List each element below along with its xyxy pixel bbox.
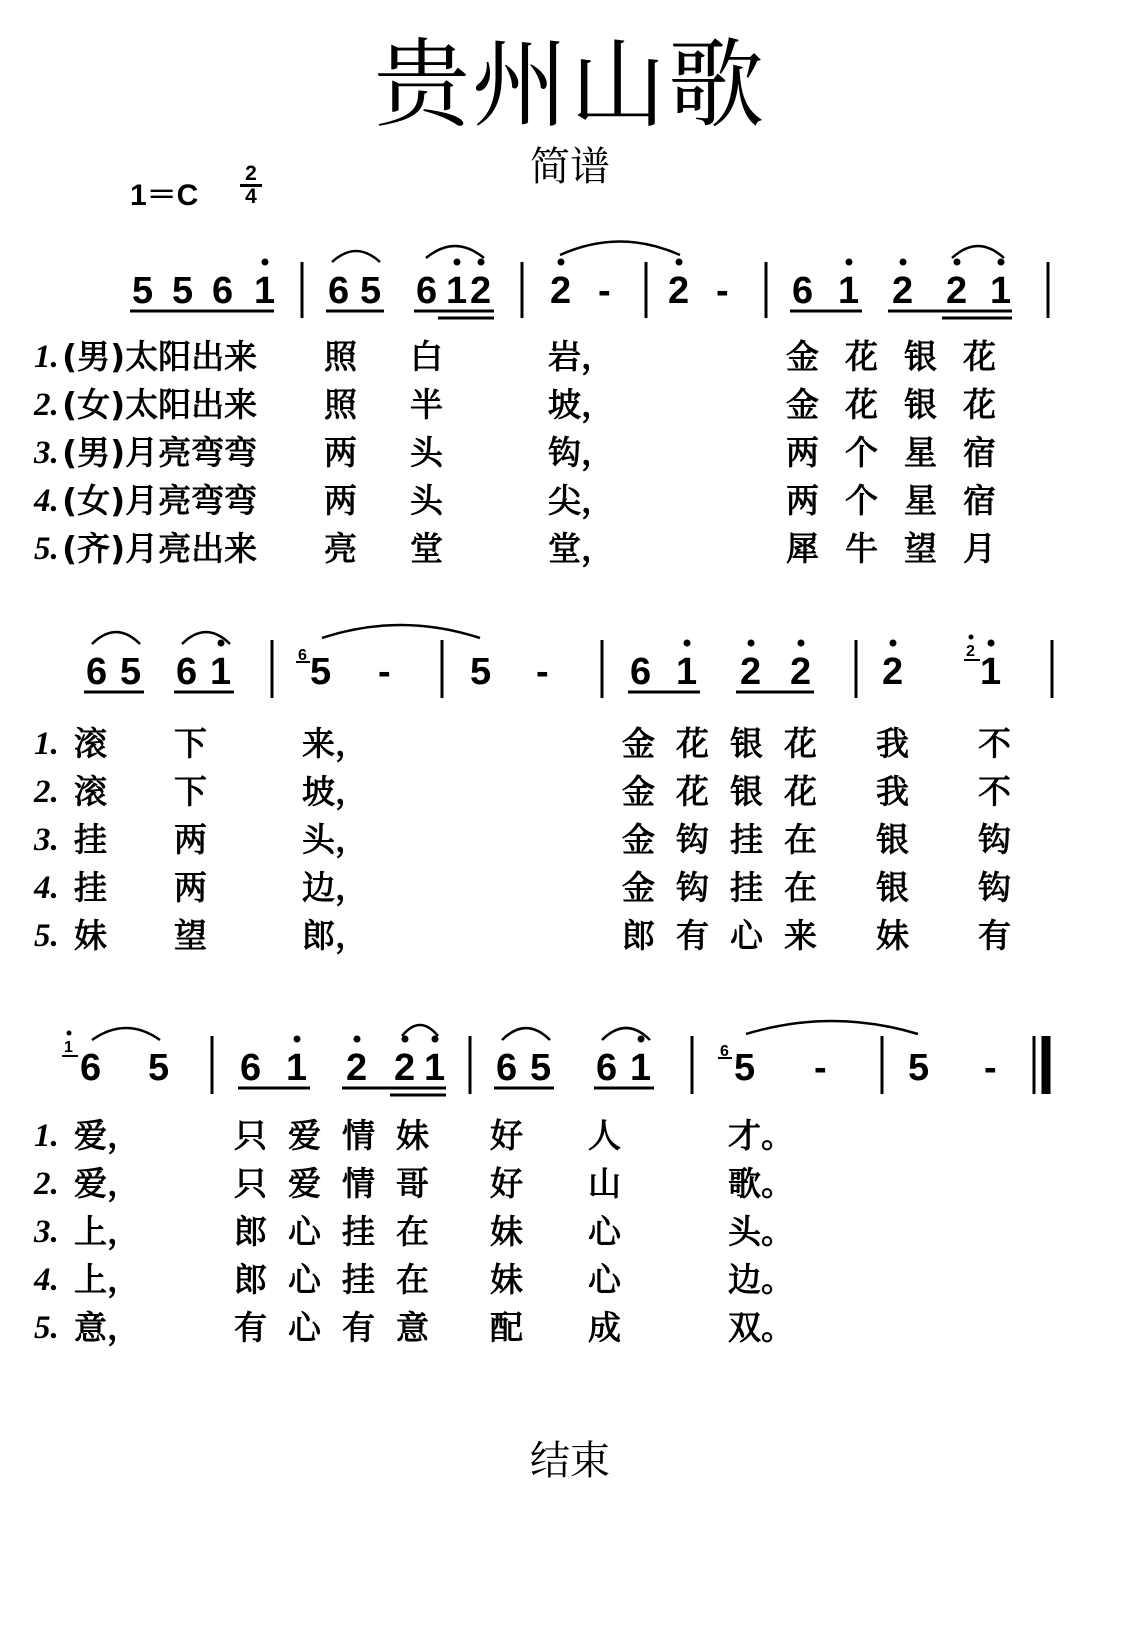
verse-number: 4. xyxy=(34,483,59,519)
lyric-text: 在 xyxy=(784,820,817,859)
lyric-text: 来 xyxy=(784,916,817,955)
note: 6 xyxy=(240,1047,262,1089)
lyric-text: 两个星宿 xyxy=(786,433,1022,472)
lyric-text: 挂 xyxy=(730,820,763,859)
lyric-text: 在 xyxy=(396,1260,429,1299)
lyric-text: 两 xyxy=(324,481,357,520)
note: 2 xyxy=(882,651,904,693)
time-signature-numerator: 2 xyxy=(245,162,257,185)
note: 2 xyxy=(946,270,968,312)
note: 5 xyxy=(132,270,154,312)
lyric-text: 心 xyxy=(288,1212,321,1251)
lyric-text: 两 xyxy=(174,868,207,907)
lyric-text: 花 xyxy=(784,724,817,763)
high-octave-dot xyxy=(218,640,225,647)
slur xyxy=(426,246,484,258)
staff-3 xyxy=(62,1021,1046,1095)
lyric-text: 银 xyxy=(876,868,909,907)
note: 6 xyxy=(416,270,438,312)
tie xyxy=(560,242,680,256)
note: 2 xyxy=(740,651,762,693)
lyric-text: 两个星宿 xyxy=(786,481,1022,520)
high-octave-dot xyxy=(67,1031,72,1036)
lyric-text: 只 xyxy=(234,1116,267,1155)
lyric-text: 意， xyxy=(74,1308,140,1347)
verse-number: 1. xyxy=(34,1118,59,1154)
lyric-text: 心 xyxy=(730,916,763,955)
note: 5 xyxy=(148,1047,170,1089)
verse-number: 3. xyxy=(34,435,59,471)
lyric-text: 边， xyxy=(302,868,368,907)
lyric-text: 双。 xyxy=(728,1308,794,1347)
lyric-text: 边。 xyxy=(728,1260,794,1299)
lyric-text: 钩 xyxy=(676,868,709,907)
grace-note: 6 xyxy=(720,1043,729,1060)
lyric-text: 花 xyxy=(784,772,817,811)
tie xyxy=(746,1021,918,1034)
lyric-text: 两 xyxy=(324,433,357,472)
lyric-text: 来， xyxy=(302,724,368,763)
slur xyxy=(92,632,140,644)
staff-1 xyxy=(130,242,1048,319)
note: 5 xyxy=(360,270,382,312)
lyric-text: 意 xyxy=(396,1308,429,1347)
note: 6 xyxy=(792,270,814,312)
lyric-text: 钩 xyxy=(676,820,709,859)
high-octave-dot xyxy=(998,259,1005,266)
lyric-text: 心 xyxy=(288,1260,321,1299)
note: 1 xyxy=(980,651,1002,693)
lyric-text: 金 xyxy=(622,820,655,859)
high-octave-dot xyxy=(798,640,805,647)
lyric-text: 有 xyxy=(234,1308,267,1347)
note: 6 xyxy=(496,1047,518,1089)
lyric-text: 山 xyxy=(588,1164,621,1203)
lyric-text: (女)太阳出来 xyxy=(62,385,258,424)
lyric-text: 头， xyxy=(302,820,368,859)
lyric-text: 岩， xyxy=(548,337,614,376)
note: 2 xyxy=(550,270,572,312)
lyric-text: 我 xyxy=(876,724,909,763)
high-octave-dot xyxy=(954,259,961,266)
high-octave-dot xyxy=(478,259,485,266)
lyric-text: 我 xyxy=(876,772,909,811)
lyric-text: 妹 xyxy=(490,1212,523,1251)
note: 1 xyxy=(676,651,698,693)
lyric-text: 郎 xyxy=(234,1212,267,1251)
lyric-text: 爱 xyxy=(288,1116,321,1155)
verse-number: 2. xyxy=(34,1166,59,1202)
lyric-text: 妹 xyxy=(396,1116,429,1155)
lyric-text: 亮 xyxy=(324,529,357,568)
lyric-text: 人 xyxy=(588,1116,621,1155)
grace-note: 2 xyxy=(966,643,975,660)
note: 2 xyxy=(346,1047,368,1089)
lyric-text: 郎 xyxy=(234,1260,267,1299)
lyric-text: 爱， xyxy=(74,1164,140,1203)
lyric-text: 爱 xyxy=(288,1164,321,1203)
lyric-text: 滚 xyxy=(74,724,107,763)
high-octave-dot xyxy=(402,1036,409,1043)
lyric-text: 滚 xyxy=(74,772,107,811)
high-octave-dot xyxy=(294,1036,301,1043)
high-octave-dot xyxy=(748,640,755,647)
slur xyxy=(502,1028,550,1040)
lyric-text: 头。 xyxy=(728,1212,794,1251)
high-octave-dot xyxy=(262,259,269,266)
note: 2 xyxy=(470,270,492,312)
verse-number: 4. xyxy=(34,1262,59,1298)
lyric-text: 犀牛望月 xyxy=(786,529,1022,568)
lyric-text: 心 xyxy=(588,1212,621,1251)
verse-number: 2. xyxy=(34,774,59,810)
lyric-text: 挂 xyxy=(342,1260,375,1299)
lyric-text: 情 xyxy=(342,1164,375,1203)
note: 6 xyxy=(630,651,652,693)
lyric-text: 照 xyxy=(324,385,357,424)
lyric-text: 有 xyxy=(676,916,709,955)
lyric-text: 银 xyxy=(730,724,763,763)
lyric-text: 望 xyxy=(174,916,207,955)
lyric-text: 郎， xyxy=(302,916,368,955)
lyric-text: 在 xyxy=(784,868,817,907)
note: 1 xyxy=(254,270,276,312)
lyric-text: (女)月亮弯弯 xyxy=(62,481,258,520)
high-octave-dot xyxy=(846,259,853,266)
note: 6 xyxy=(176,651,198,693)
verse-number: 3. xyxy=(34,822,59,858)
lyric-text: 尖， xyxy=(548,481,614,520)
lyric-text: 在 xyxy=(396,1212,429,1251)
high-octave-dot xyxy=(354,1036,361,1043)
note: 5 xyxy=(530,1047,552,1089)
lyric-text: 哥 xyxy=(396,1164,429,1203)
high-octave-dot xyxy=(454,259,461,266)
note: 6 xyxy=(328,270,350,312)
lyric-text: 金 xyxy=(622,724,655,763)
lyric-text: 挂 xyxy=(74,820,107,859)
note: 2 xyxy=(892,270,914,312)
note: - xyxy=(598,270,611,312)
lyric-text: 金 xyxy=(622,868,655,907)
note: 1 xyxy=(838,270,860,312)
lyric-text: 照 xyxy=(324,337,357,376)
lyric-text: 妹 xyxy=(490,1260,523,1299)
lyric-text: 好 xyxy=(490,1164,523,1203)
high-octave-dot xyxy=(684,640,691,647)
lyric-text: 头 xyxy=(410,481,443,520)
high-octave-dot xyxy=(558,259,565,266)
note: 5 xyxy=(120,651,142,693)
lyric-text: 不 xyxy=(978,724,1011,763)
verse-number: 5. xyxy=(34,918,59,954)
lyric-text: 不 xyxy=(978,772,1011,811)
lyric-text: 金 xyxy=(622,772,655,811)
lyric-text: 花 xyxy=(676,724,709,763)
note: 6 xyxy=(212,270,234,312)
grace-note: 1 xyxy=(64,1039,73,1056)
tie xyxy=(322,625,480,638)
lyric-text: 只 xyxy=(234,1164,267,1203)
verse-number: 3. xyxy=(34,1214,59,1250)
lyric-text: 下 xyxy=(174,772,207,811)
high-octave-dot xyxy=(432,1036,439,1043)
lyric-text: (齐)月亮出来 xyxy=(62,529,258,568)
lyric-text: 头 xyxy=(410,433,443,472)
lyric-text: 银 xyxy=(730,772,763,811)
note: 5 xyxy=(470,651,492,693)
slur xyxy=(332,251,380,262)
note: - xyxy=(984,1047,997,1089)
lyric-text: 郎 xyxy=(622,916,655,955)
note: 5 xyxy=(908,1047,930,1089)
staff-2 xyxy=(84,625,1052,698)
lyric-text: 情 xyxy=(342,1116,375,1155)
lyric-text: 爱， xyxy=(74,1116,140,1155)
note: 1 xyxy=(630,1047,652,1089)
song-title: 贵州山歌 xyxy=(374,29,766,141)
verse-number: 1. xyxy=(34,339,59,375)
lyric-text: 钩， xyxy=(548,433,614,472)
lyric-text: 白 xyxy=(410,337,443,376)
slur xyxy=(92,1028,160,1040)
note: 6 xyxy=(80,1047,102,1089)
note: 1 xyxy=(286,1047,308,1089)
note: 5 xyxy=(310,651,332,693)
note: - xyxy=(716,270,729,312)
note: - xyxy=(814,1047,827,1089)
verse-number: 1. xyxy=(34,726,59,762)
slur xyxy=(402,1025,438,1036)
high-octave-dot xyxy=(988,640,995,647)
lyric-text: 坡， xyxy=(548,385,614,424)
note: 5 xyxy=(172,270,194,312)
lyric-text: (男)太阳出来 xyxy=(62,337,258,376)
note: 1 xyxy=(990,270,1012,312)
verse-number: 5. xyxy=(34,531,59,567)
lyric-text: 上， xyxy=(74,1212,140,1251)
lyric-text: 两 xyxy=(174,820,207,859)
lyric-text: 有 xyxy=(978,916,1011,955)
lyric-text: 心 xyxy=(288,1308,321,1347)
lyric-text: 才。 xyxy=(728,1116,794,1155)
note: - xyxy=(536,651,549,693)
lyric-text: 金花银花 xyxy=(786,385,1022,424)
time-signature-denominator: 4 xyxy=(245,185,257,208)
lyric-text: 成 xyxy=(588,1308,621,1347)
slur xyxy=(952,246,1004,258)
verse-number: 4. xyxy=(34,870,59,906)
lyric-text: 妹 xyxy=(74,916,107,955)
lyric-text: (男)月亮弯弯 xyxy=(62,433,258,472)
lyric-text: 坡， xyxy=(302,772,368,811)
high-octave-dot xyxy=(900,259,907,266)
high-octave-dot xyxy=(676,259,683,266)
lyric-text: 心 xyxy=(588,1260,621,1299)
lyric-text: 配 xyxy=(490,1308,523,1347)
subtitle: 简谱 xyxy=(530,144,610,190)
lyric-text: 好 xyxy=(490,1116,523,1155)
note: 2 xyxy=(394,1047,416,1089)
high-octave-dot xyxy=(638,1036,645,1043)
lyric-text: 堂， xyxy=(548,529,614,568)
note: 6 xyxy=(596,1047,618,1089)
note: 2 xyxy=(790,651,812,693)
lyric-text: 歌。 xyxy=(728,1164,794,1203)
ending-text: 结束 xyxy=(530,1438,610,1484)
note: - xyxy=(378,651,391,693)
verse-number: 2. xyxy=(34,387,59,423)
lyric-text: 金花银花 xyxy=(786,337,1022,376)
verse-number: 5. xyxy=(34,1310,59,1346)
high-octave-dot xyxy=(969,635,974,640)
lyric-text: 挂 xyxy=(342,1212,375,1251)
lyric-text: 银 xyxy=(876,820,909,859)
note: 1 xyxy=(446,270,468,312)
lyric-text: 钩 xyxy=(978,868,1011,907)
lyric-text: 挂 xyxy=(730,868,763,907)
lyric-text: 有 xyxy=(342,1308,375,1347)
lyric-text: 挂 xyxy=(74,868,107,907)
lyric-text: 下 xyxy=(174,724,207,763)
lyric-text: 钩 xyxy=(978,820,1011,859)
lyric-text: 花 xyxy=(676,772,709,811)
grace-note: 6 xyxy=(298,647,307,664)
note: 1 xyxy=(424,1047,446,1089)
lyric-text: 上， xyxy=(74,1260,140,1299)
lyric-text: 半 xyxy=(410,385,443,424)
lyric-text: 堂 xyxy=(410,529,443,568)
note: 1 xyxy=(210,651,232,693)
note: 5 xyxy=(734,1047,756,1089)
key-signature: 1＝C xyxy=(130,179,199,212)
note: 2 xyxy=(668,270,690,312)
lyric-text: 妹 xyxy=(876,916,909,955)
high-octave-dot xyxy=(890,640,897,647)
note: 6 xyxy=(86,651,108,693)
